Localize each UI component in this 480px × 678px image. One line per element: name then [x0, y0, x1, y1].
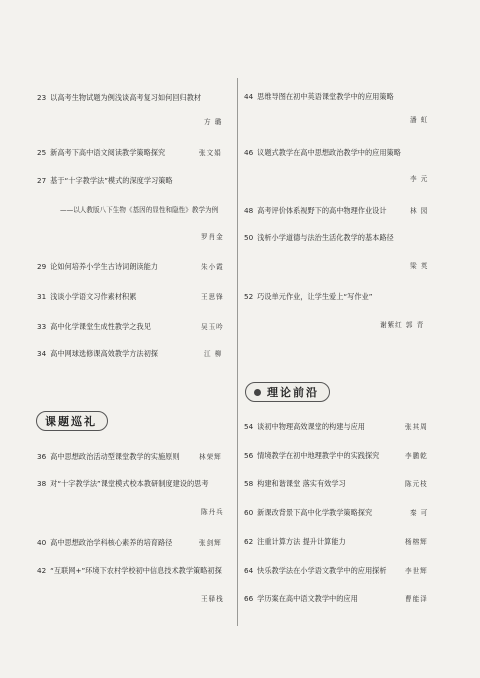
article-author: 朱小霞	[201, 263, 224, 271]
toc-entry[interactable]	[37, 538, 172, 548]
article-author: 江 柳	[204, 350, 223, 358]
section-title: 理论前沿	[267, 386, 319, 399]
article-title: “互联网+”环境下农村学校初中信息技术教学策略初探	[50, 566, 222, 575]
section-banner-theory	[245, 382, 330, 402]
article-author: 梁 英	[410, 262, 429, 270]
page-number: 25	[37, 148, 47, 157]
article-title: 新课改背景下高中化学教学策略探究	[257, 508, 373, 517]
article-author: 陈丹兵	[201, 508, 224, 516]
article-title: 议题式教学在高中思想政治教学中的应用策略	[257, 148, 401, 157]
article-author: 吴玉吟	[201, 323, 224, 331]
page-number: 36	[37, 452, 47, 461]
toc-entry[interactable]	[244, 479, 346, 489]
article-title: 新高考下高中语文阅读教学策略探究	[50, 148, 166, 157]
page-number: 33	[37, 322, 47, 331]
toc-entry[interactable]	[244, 422, 365, 432]
toc-entry[interactable]	[37, 262, 158, 272]
article-title: 浅析小学道德与法治生活化教学的基本路径	[257, 233, 394, 242]
toc-entry[interactable]	[244, 233, 394, 243]
article-author: 谢紫红 郭 青	[380, 321, 425, 329]
toc-entry[interactable]	[244, 292, 372, 302]
toc-entry[interactable]	[244, 92, 394, 102]
page-number: 58	[244, 479, 254, 488]
page-number: 46	[244, 148, 254, 157]
page-number: 48	[244, 206, 254, 215]
article-title: 学历案在高中语文教学中的应用	[257, 594, 358, 603]
toc-entry[interactable]	[244, 148, 401, 158]
article-title: 注重计算方法 提升计算能力	[257, 537, 346, 546]
article-author: 林荣辉	[199, 453, 222, 461]
page-number: 40	[37, 538, 47, 547]
toc-entry[interactable]	[37, 349, 158, 359]
article-author: 王思锋	[201, 293, 224, 301]
article-title: 论如何培养小学生古诗词朗读能力	[50, 262, 158, 271]
section-title: 课题巡礼	[45, 415, 97, 428]
article-subtitle: ——以人教版八下生物《基因的显性和隐性》教学为例	[60, 206, 219, 214]
article-author: 陈元枝	[405, 480, 428, 488]
page-number: 23	[37, 93, 47, 102]
article-title: 基于“十字教学法”模式的深度学习策略	[50, 176, 173, 185]
page-number: 34	[37, 349, 47, 358]
article-title: 对“十字教学法”课堂模式校本教研制度建设的思考	[50, 479, 209, 488]
toc-entry[interactable]	[244, 594, 358, 604]
article-author: 李鹏乾	[405, 452, 428, 460]
page-number: 44	[244, 92, 254, 101]
page-number: 62	[244, 537, 254, 546]
article-author: 秦 可	[410, 509, 429, 517]
page-number: 50	[244, 233, 254, 242]
article-author: 林 园	[410, 207, 429, 215]
toc-entry[interactable]	[37, 566, 222, 576]
toc-entry[interactable]	[244, 206, 387, 216]
article-author: 李世辉	[405, 567, 428, 575]
toc-entry[interactable]	[37, 93, 201, 103]
page-number: 60	[244, 508, 254, 517]
article-title: 谈初中物理高效课堂的构建与应用	[257, 422, 365, 431]
article-author: 罗肖金	[201, 233, 224, 241]
page-number: 64	[244, 566, 254, 575]
page-number: 31	[37, 292, 47, 301]
article-title: 高中化学课堂生成性教学之我见	[50, 322, 151, 331]
toc-entry[interactable]	[37, 479, 209, 489]
article-title: 高中思想政治活动型课堂教学的实施原则	[50, 452, 180, 461]
page-number: 38	[37, 479, 47, 488]
toc-entry[interactable]	[37, 452, 180, 462]
toc-entry[interactable]	[37, 176, 173, 186]
page-number: 66	[244, 594, 254, 603]
article-title: 浅谈小学语文习作素材积累	[50, 292, 137, 301]
article-author: 王驿栈	[201, 595, 224, 603]
page-number: 56	[244, 451, 254, 460]
page-number: 29	[37, 262, 47, 271]
article-title: 高中网球选修课高效教学方法初探	[50, 349, 158, 358]
section-banner-research	[36, 411, 108, 431]
article-author: 杨榕辉	[405, 538, 428, 546]
article-author: 曹能泽	[405, 595, 428, 603]
article-author: 张剑辉	[199, 539, 222, 547]
article-author: 张文娟	[199, 149, 222, 157]
article-author: 方 璐	[204, 118, 223, 126]
toc-entry[interactable]	[244, 537, 346, 547]
toc-entry[interactable]	[37, 322, 151, 332]
article-title: 情境教学在初中地理教学中的实践探究	[257, 451, 380, 460]
article-author: 潘 虹	[410, 116, 429, 124]
toc-entry[interactable]	[244, 508, 372, 518]
article-author: 张其周	[405, 423, 428, 431]
column-divider	[237, 78, 238, 626]
toc-entry[interactable]	[37, 148, 165, 158]
article-title: 高中思想政治学科核心素养的培育路径	[50, 538, 173, 547]
banner-dot-icon	[254, 389, 261, 396]
page-number: 27	[37, 176, 47, 185]
page-number: 52	[244, 292, 254, 301]
toc-entry[interactable]	[37, 292, 136, 302]
page-number: 42	[37, 566, 47, 575]
page-number: 54	[244, 422, 254, 431]
toc-entry[interactable]	[244, 451, 379, 461]
article-title: 思维导图在初中英语课堂教学中的应用策略	[257, 92, 394, 101]
article-title: 高考评价体系视野下的高中物理作业设计	[257, 206, 387, 215]
article-title: 构建和谐课堂 落实有效学习	[257, 479, 346, 488]
article-title: 巧设单元作业，让学生爱上“写作业”	[257, 292, 373, 301]
article-title: 快乐教学法在小学语文教学中的应用探析	[257, 566, 387, 575]
toc-entry[interactable]	[244, 566, 387, 576]
article-author: 李 元	[410, 175, 429, 183]
article-title: 以高考生物试题为例浅谈高考复习如何回归教材	[50, 93, 202, 102]
